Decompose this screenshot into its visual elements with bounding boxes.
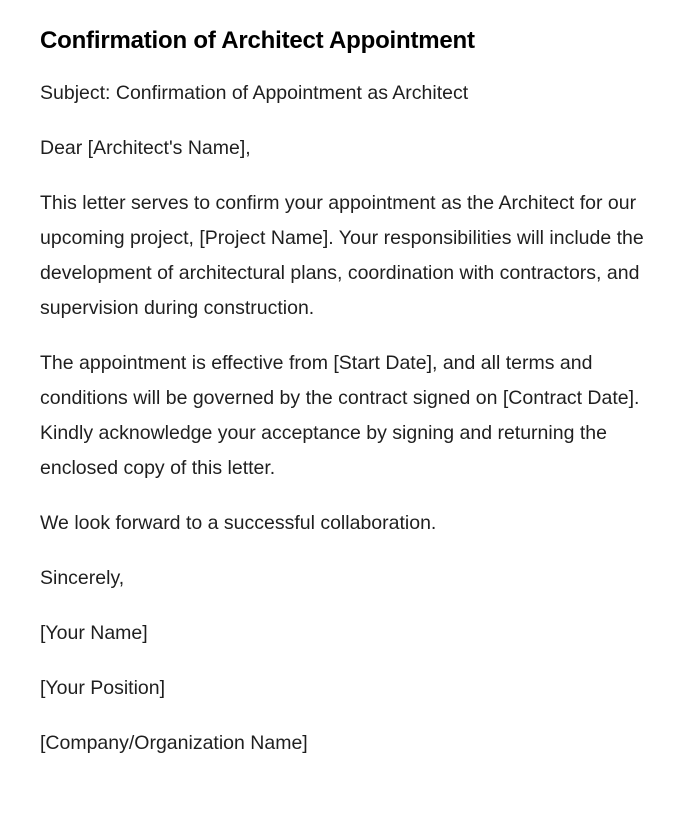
- signature-company: [Company/Organization Name]: [40, 732, 308, 754]
- closing: Sincerely,: [40, 567, 125, 589]
- letter-document: [40, 24, 650, 781]
- body-paragraph-closing-remark: We look forward to a successful collaboration.: [40, 512, 437, 534]
- body-paragraph-appointment: This letter serves to confirm your appointment as the Architect for our upcoming project, [Project Name]. Your responsibilities will include the development of architectural plans, coordination with contractors, and supervision during construction.: [40, 192, 644, 319]
- subject-line: Subject: Confirmation of Appointment as Architect: [40, 82, 469, 104]
- body-paragraph-terms: The appointment is effective from [Start Date], and all terms and conditions will be governed by the contract signed on [Contract Date]. Kindly acknowledge your acceptance by signing and returning the enclosed copy of this letter.: [40, 352, 640, 479]
- salutation: Dear [Architect's Name],: [40, 137, 251, 159]
- document-title: Confirmation of Architect Appointment: [40, 27, 475, 54]
- signature-position: [Your Position]: [40, 677, 166, 699]
- signature-name: [Your Name]: [40, 622, 148, 644]
